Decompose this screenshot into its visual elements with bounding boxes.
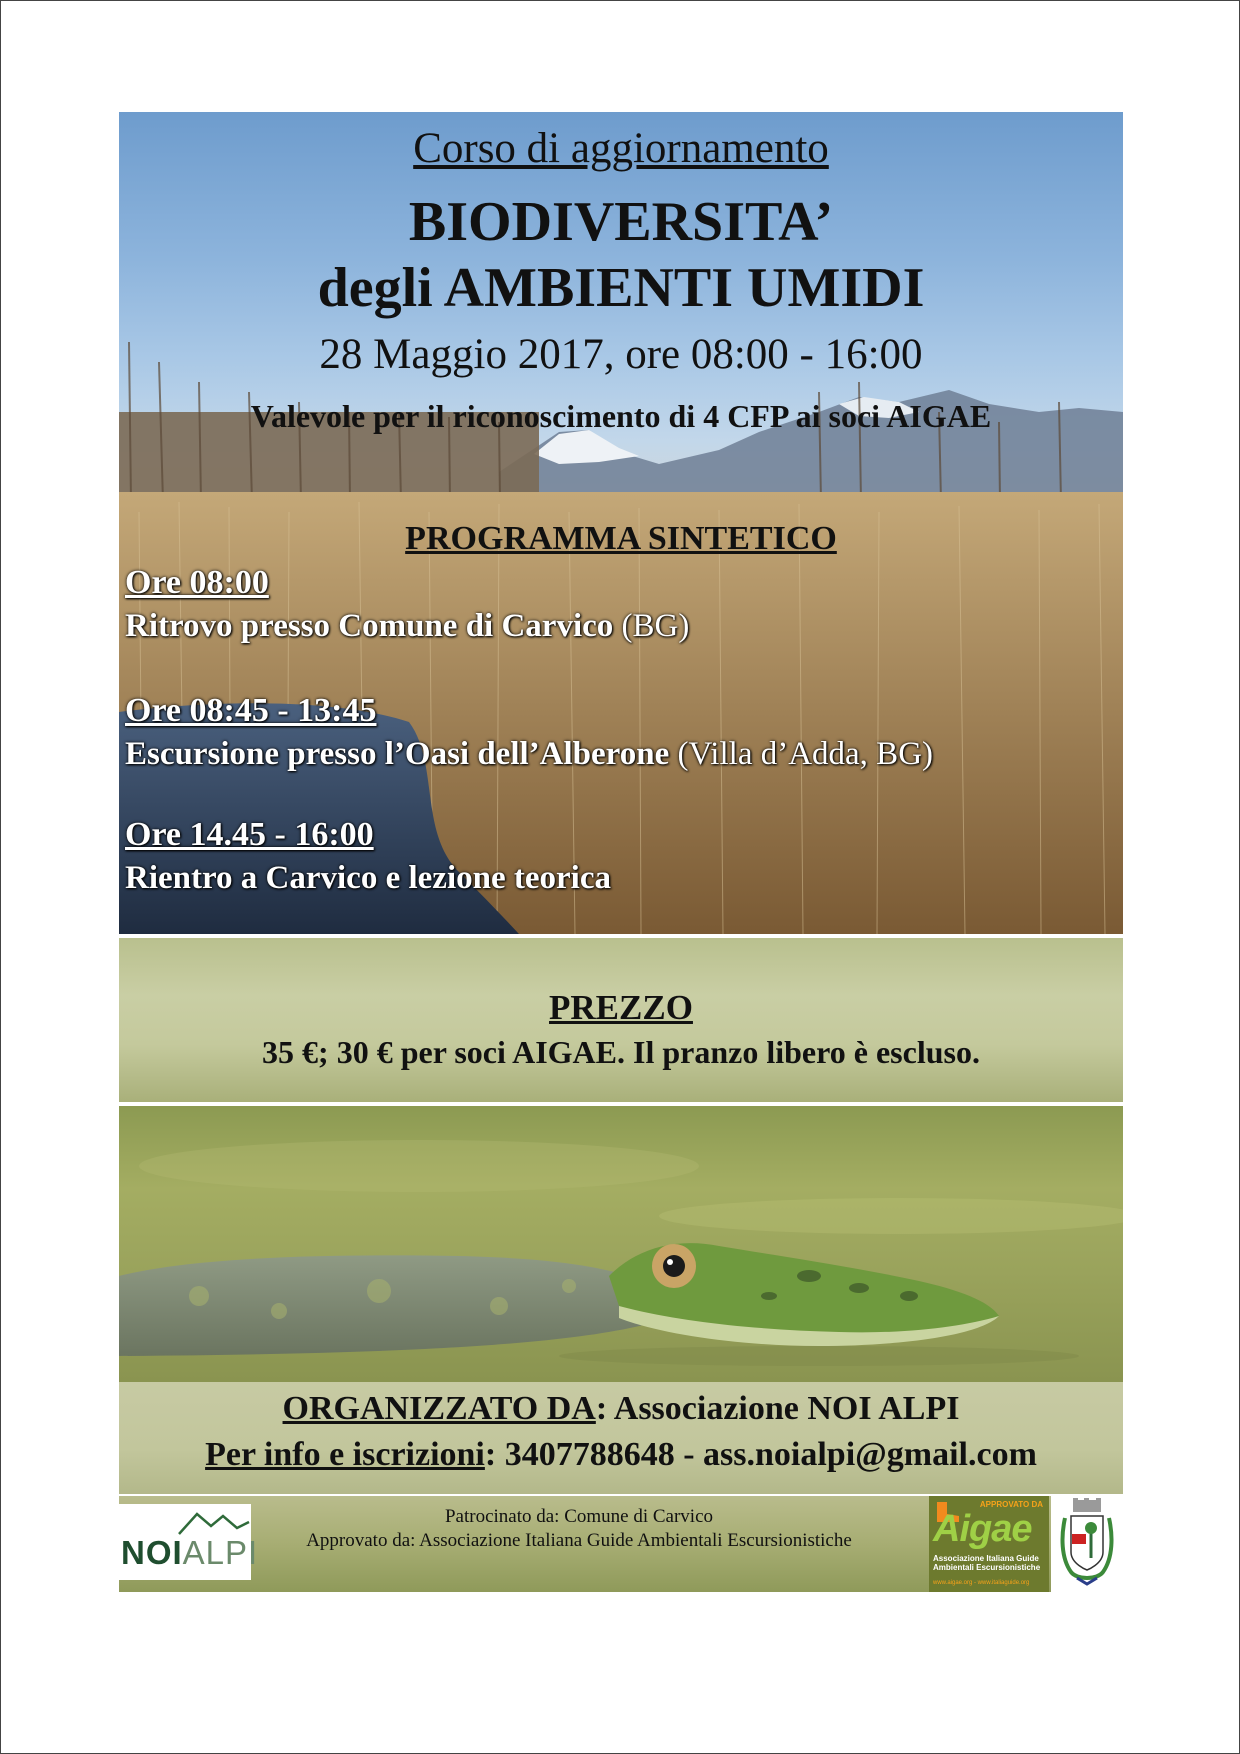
program-time-3: Ore 14.45 - 16:00 — [125, 816, 374, 853]
program-desc-1-main: Ritrovo presso Comune di Carvico — [125, 608, 614, 644]
organizer-band — [119, 1382, 1123, 1494]
aigae-approved-label: APPROVATO DA — [979, 1500, 1043, 1509]
program-desc-2 — [125, 736, 933, 773]
organizer-name: : Associazione NOI ALPI — [595, 1390, 960, 1427]
footer-band — [119, 1496, 1123, 1592]
crest-icon — [1051, 1496, 1123, 1592]
contact-value: : 3407788648 - ass.noialpi@gmail.com — [484, 1436, 1037, 1473]
event-datetime: 28 Maggio 2017, ore 08:00 - 16:00 — [319, 331, 923, 378]
program-desc-3-main: Rientro a Carvico e lezione teorica — [125, 860, 611, 896]
program-time-2: Ore 08:45 - 13:45 — [125, 692, 377, 729]
cfp-validity: Valevole per il riconoscimento di 4 CFP ai soci AIGAE — [250, 398, 992, 434]
program-desc-1 — [125, 608, 689, 645]
price-text: 35 €; 30 € per soci AIGAE. Il pranzo libero è escluso. — [262, 1034, 980, 1070]
price-band — [119, 938, 1123, 1102]
carvico-crest-logo — [1051, 1496, 1123, 1592]
organizer-label: ORGANIZZATO DA — [282, 1390, 596, 1427]
mountain-icon — [119, 1506, 251, 1536]
contact-label: Per info e iscrizioni — [205, 1436, 485, 1473]
course-kicker: Corso di aggiornamento — [413, 125, 829, 172]
noialpi-logo-alpi: ALPI — [182, 1534, 259, 1571]
program-desc-3 — [125, 860, 611, 897]
hero-photo — [119, 112, 1123, 934]
aigae-logo-word: Aigae — [933, 1508, 1032, 1550]
noialpi-logo — [119, 1504, 259, 1580]
approval-text: Approvato da: Associazione Italiana Guide Ambientali Escursionistiche — [306, 1530, 852, 1551]
program-desc-1-place: (BG) — [613, 608, 690, 644]
contact-line — [119, 1436, 1123, 1474]
title-line-2: degli AMBIENTI UMIDI — [317, 257, 925, 319]
price-heading: PREZZO — [549, 988, 693, 1027]
title-line-1: BIODIVERSITA’ — [408, 191, 834, 253]
noialpi-logo-text — [121, 1534, 258, 1572]
organizer-line — [119, 1390, 1123, 1428]
frog-image — [119, 1106, 1123, 1382]
program-desc-2-main: Escursione presso l’Oasi dell’Alberone — [125, 736, 670, 772]
program-desc-2-place: (Villa d’Adda, BG) — [669, 736, 934, 772]
frog-photo — [119, 1106, 1123, 1382]
aigae-logo-url: www.aigae.org - www.italiaguide.org — [933, 1580, 1030, 1586]
patronage-text: Patrocinato da: Comune di Carvico — [444, 1506, 714, 1527]
program-heading: PROGRAMMA SINTETICO — [405, 520, 837, 557]
aigae-logo — [929, 1496, 1049, 1592]
noialpi-logo-noi: NOI — [121, 1534, 183, 1571]
program-time-1: Ore 08:00 — [125, 564, 269, 601]
aigae-logo-subtitle: Associazione Italiana Guide Ambientali Escursionistiche — [933, 1554, 1041, 1572]
